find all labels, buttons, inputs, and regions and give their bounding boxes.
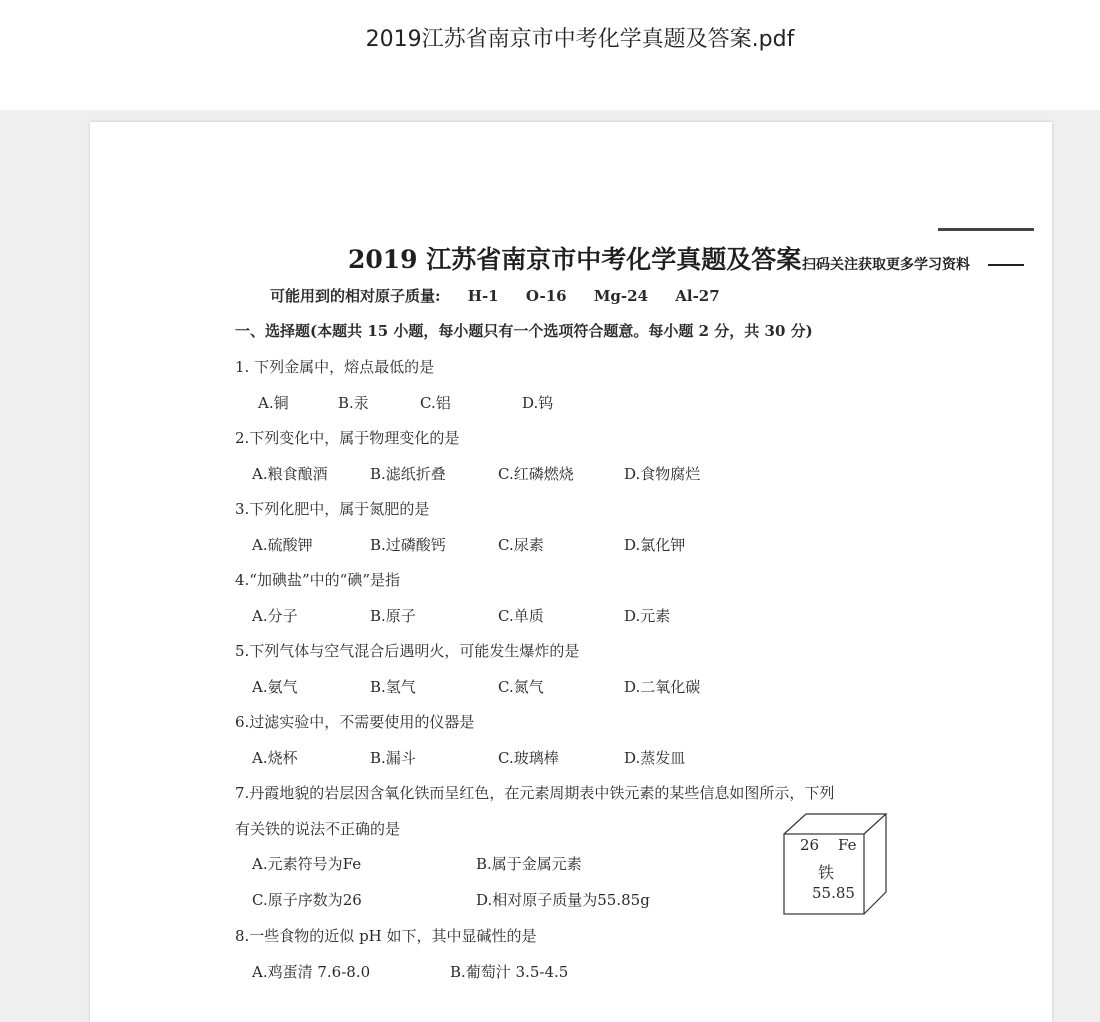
q2-option-b: B.滤纸折叠 [370, 465, 446, 483]
q3-option-b: B.过磷酸钙 [370, 536, 446, 554]
q2-option-d: D.食物腐烂 [624, 465, 701, 483]
q2-option-c: C.红磷燃烧 [498, 465, 574, 483]
element-atomic-mass: 55.85 [812, 884, 855, 902]
q7-option-c: C.原子序数为26 [252, 891, 362, 909]
atom-mass-mg: Mg-24 [593, 287, 649, 305]
question-8: 8.一些食物的近似 pH 如下，其中显碱性的是 [235, 927, 537, 945]
q5-option-d: D.二氧化碳 [624, 678, 701, 696]
atom-masses-label: 可能用到的相对原子质量: [270, 287, 441, 305]
question-3: 3.下列化肥中，属于氮肥的是 [235, 500, 430, 518]
section-heading: 一、选择题(本题共 15 小题，每小题只有一个选项符合题意。每小题 2 分，共 30 分) [235, 322, 813, 340]
q4-option-c: C.单质 [498, 607, 544, 625]
q4-option-b: B.原子 [370, 607, 416, 625]
question-5: 5.下列气体与空气混合后遇明火，可能发生爆炸的是 [235, 642, 580, 660]
q6-option-a: A.烧杯 [252, 749, 298, 767]
q3-option-a: A.硫酸钾 [252, 536, 313, 554]
q2-option-a: A.粮食酿酒 [252, 465, 328, 483]
viewer-header [0, 0, 1100, 110]
question-2: 2.下列变化中，属于物理变化的是 [235, 429, 460, 447]
iron-element-cell [782, 812, 892, 917]
q8-option-a: A.鸡蛋清 7.6-8.0 [252, 963, 371, 981]
q3-option-c: C.尿素 [498, 536, 544, 554]
q1-option-b: B.汞 [338, 394, 369, 412]
q3-option-d: D.氯化钾 [624, 536, 686, 554]
q5-option-c: C.氮气 [498, 678, 544, 696]
promo-dash [988, 264, 1024, 266]
element-atomic-number: 26 [800, 836, 820, 854]
atom-mass-h: H-1 [467, 287, 499, 305]
q1-option-d: D.钨 [522, 394, 554, 412]
atom-mass-al: Al-27 [675, 287, 720, 305]
atom-mass-o: O-16 [525, 287, 567, 305]
element-name: 铁 [818, 863, 835, 882]
corner-mark [938, 228, 1034, 235]
q6-option-d: D.蒸发皿 [624, 749, 686, 767]
q6-option-c: C.玻璃棒 [498, 749, 559, 767]
q5-option-a: A.氨气 [252, 678, 298, 696]
q5-option-b: B.氢气 [370, 678, 416, 696]
q1-option-c: C.铝 [420, 394, 451, 412]
question-6: 6.过滤实验中，不需要使用的仪器是 [235, 713, 475, 731]
promo-text: 扫码关注获取更多学习资料 [802, 257, 970, 273]
question-1: 1. 下列金属中，熔点最低的是 [235, 358, 435, 376]
q8-option-b: B.葡萄汁 3.5-4.5 [450, 963, 569, 981]
q4-option-d: D.元素 [624, 607, 671, 625]
question-7: 7.丹霞地貌的岩层因含氧化铁而呈红色，在元素周期表中铁元素的某些信息如图所示，下列 [235, 784, 835, 802]
paper-title: 2019 江苏省南京市中考化学真题及答案 [348, 245, 802, 274]
q7-option-b: B.属于金属元素 [476, 855, 582, 873]
q7-option-a: A.元素符号为Fe [252, 855, 362, 873]
q4-option-a: A.分子 [252, 607, 298, 625]
q7-option-d: D.相对原子质量为55.85g [476, 891, 650, 909]
element-symbol: Fe [838, 836, 857, 854]
q1-option-a: A.铜 [258, 394, 289, 412]
atom-masses-line [270, 285, 742, 306]
document-title: 2019江苏省南京市中考化学真题及答案.pdf [365, 27, 795, 52]
pdf-page [90, 122, 1052, 1022]
question-4: 4.“加碘盐”中的“碘”是指 [235, 571, 400, 589]
q6-option-b: B.漏斗 [370, 749, 416, 767]
question-7-continued: 有关铁的说法不正确的是 [235, 820, 401, 838]
